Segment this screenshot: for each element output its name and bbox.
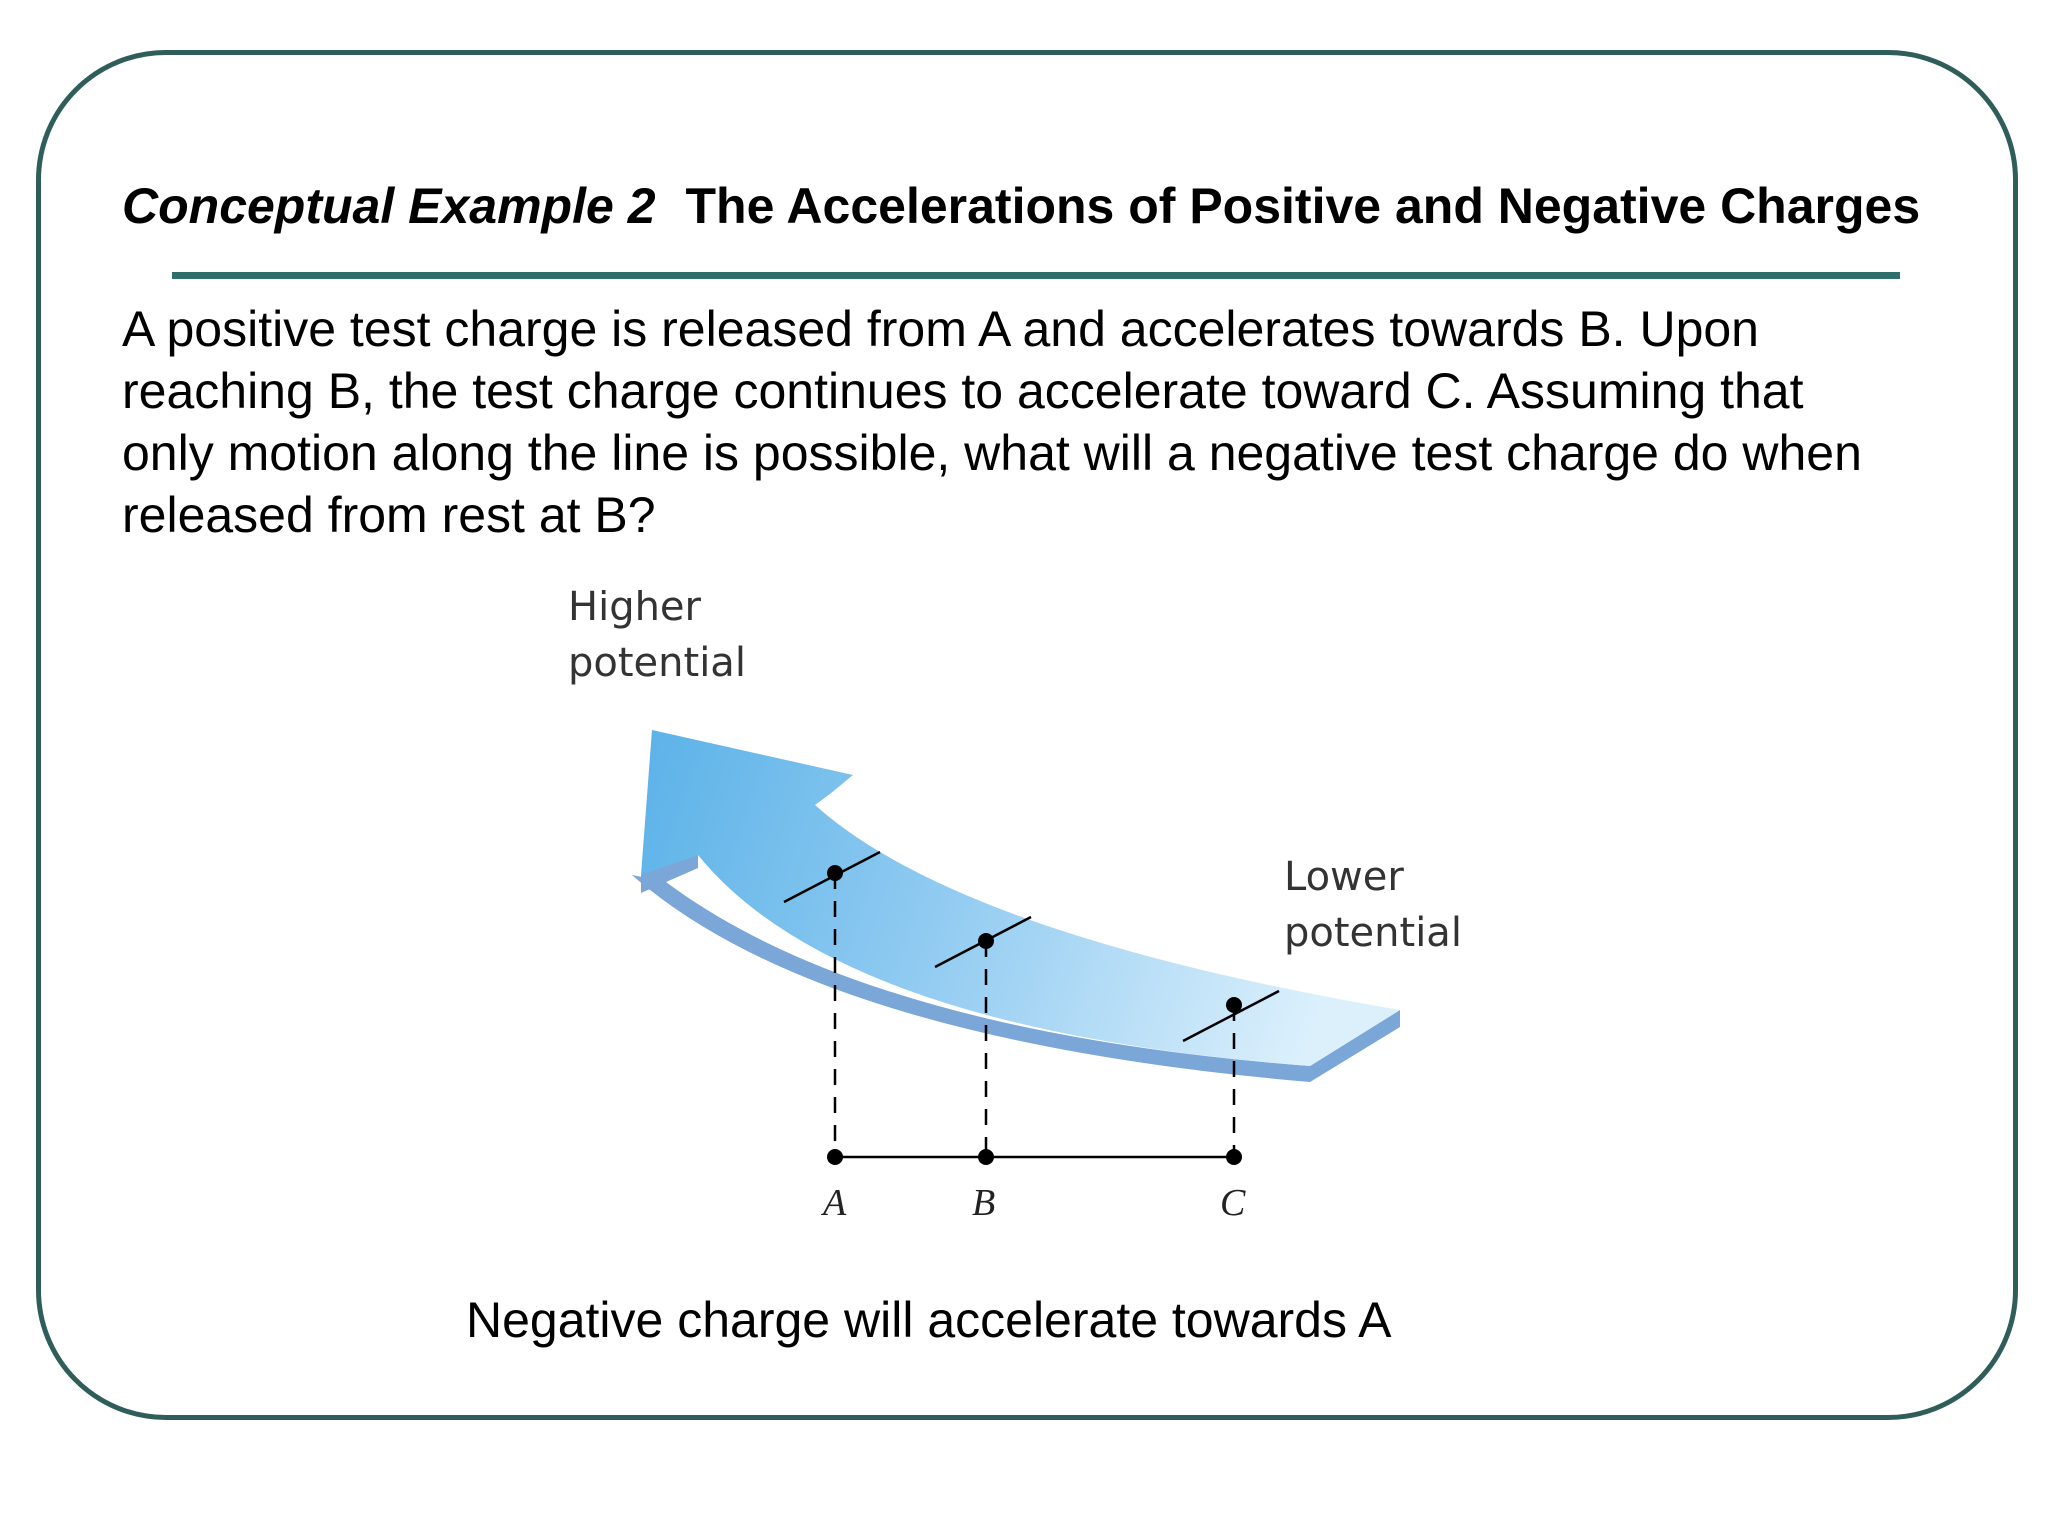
title-divider <box>172 272 1900 279</box>
base-point-b <box>978 1149 994 1165</box>
point-label-b: B <box>972 1182 996 1224</box>
answer-text: Negative charge will accelerate towards A <box>466 1292 1392 1348</box>
question-text: A positive test charge is released from A and accelerates towards B. Upon reaching B, the test charge continues to accelerate toward C. Assuming that only motion along the line is possible, what will a negative test charge do when released from rest at B? <box>122 301 1862 543</box>
example-label: Conceptual Example 2 <box>122 178 656 234</box>
higher-label-line1: Higher <box>568 590 701 630</box>
point-label-a: A <box>823 1182 847 1224</box>
lower-label-line1: Lower <box>1284 854 1404 900</box>
example-topic: The Accelerations of Positive and Negative Charges <box>685 178 1921 234</box>
lower-label-line2: potential <box>1284 910 1462 956</box>
slide-title <box>122 176 1982 236</box>
point-label-c: C <box>1220 1182 1246 1224</box>
base-point-c <box>1226 1149 1242 1165</box>
higher-label-line2: potential <box>568 640 746 686</box>
potential-diagram <box>540 590 1480 1240</box>
base-point-a <box>827 1149 843 1165</box>
